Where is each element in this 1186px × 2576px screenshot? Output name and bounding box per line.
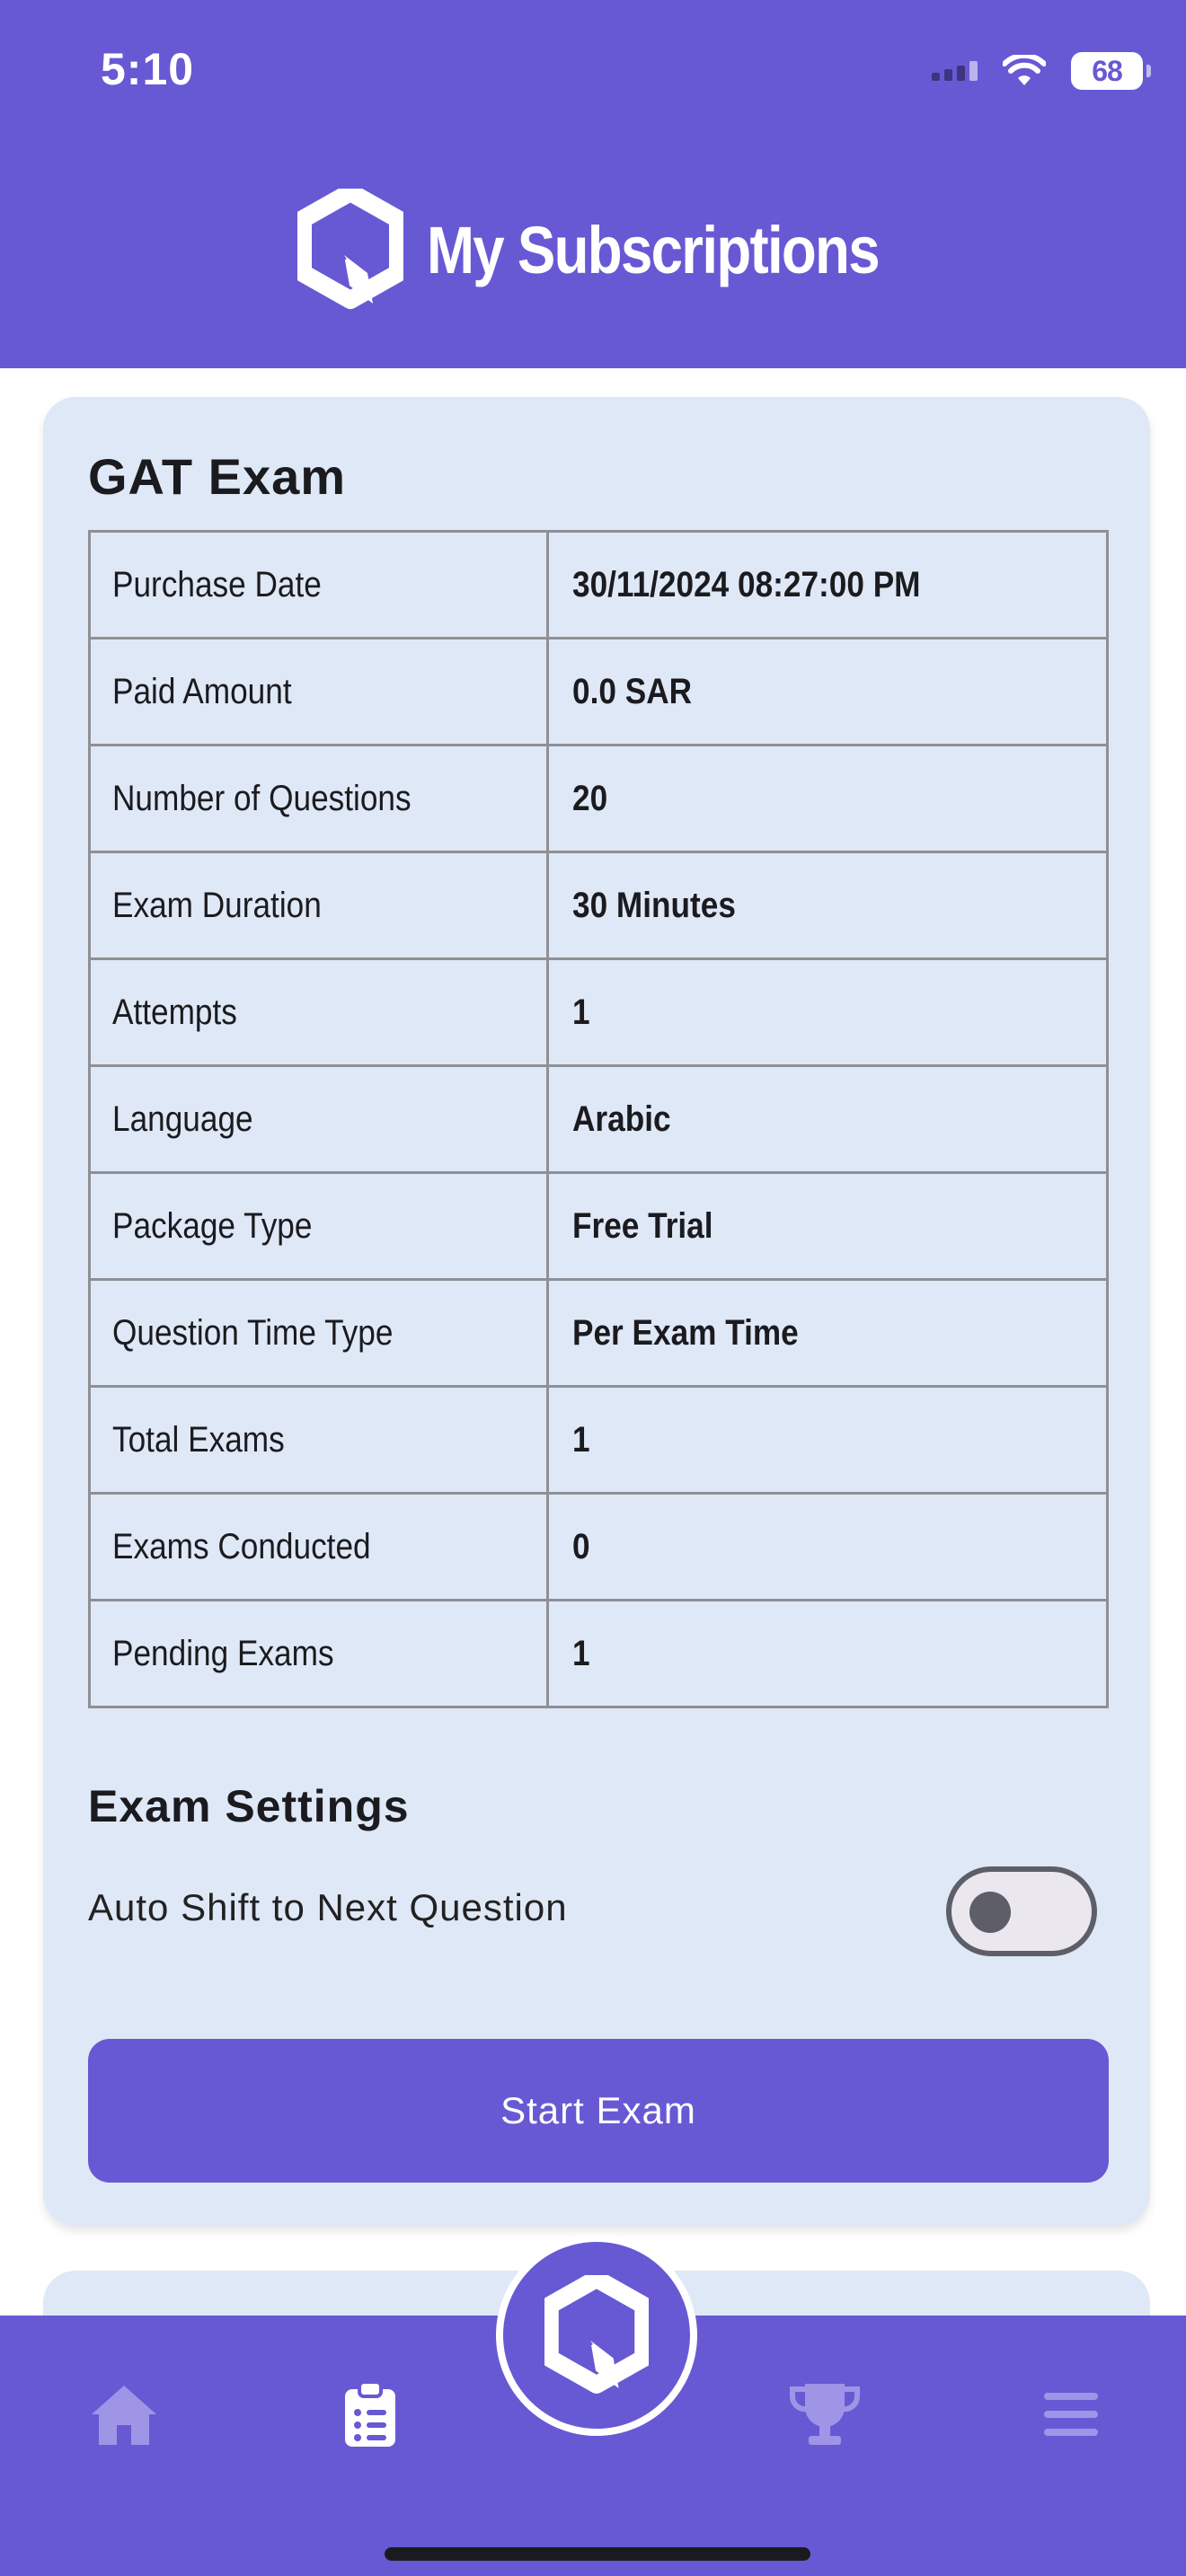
row-label-cell bbox=[90, 1280, 548, 1387]
row-label-cell bbox=[90, 1066, 548, 1173]
table-row bbox=[90, 1173, 1108, 1280]
table-row bbox=[90, 1387, 1108, 1494]
home-icon bbox=[88, 2382, 160, 2447]
subscription-details-table bbox=[88, 530, 1109, 1708]
row-label-cell bbox=[90, 852, 548, 959]
toggle-knob bbox=[969, 1892, 1011, 1933]
app-header bbox=[0, 0, 1186, 368]
row-label: Exam Duration bbox=[112, 885, 322, 925]
menu-icon bbox=[1042, 2389, 1100, 2439]
status-icons bbox=[932, 50, 1143, 92]
row-value: 0.0 SAR bbox=[572, 671, 693, 711]
tab-subscriptions[interactable] bbox=[325, 2369, 415, 2459]
row-value-cell bbox=[548, 1494, 1108, 1601]
table-row bbox=[90, 1494, 1108, 1601]
row-label: Paid Amount bbox=[112, 671, 292, 711]
row-value: Arabic bbox=[572, 1098, 671, 1139]
row-label-cell bbox=[90, 1601, 548, 1707]
table-row bbox=[90, 959, 1108, 1066]
header-title-group bbox=[0, 189, 1186, 311]
row-label-cell bbox=[90, 1387, 548, 1494]
home-indicator bbox=[385, 2547, 810, 2561]
table-row bbox=[90, 639, 1108, 745]
row-value: 1 bbox=[572, 1419, 590, 1460]
row-label: Total Exams bbox=[112, 1419, 285, 1460]
row-label-cell bbox=[90, 1494, 548, 1601]
row-label-cell bbox=[90, 745, 548, 852]
trophy-icon bbox=[787, 2380, 863, 2448]
battery-level: 68 bbox=[1092, 54, 1122, 87]
row-value: 20 bbox=[572, 778, 608, 818]
row-value-cell bbox=[548, 1173, 1108, 1280]
quiz-q-logo-icon bbox=[544, 2275, 649, 2395]
row-label: Package Type bbox=[112, 1205, 313, 1246]
table-row bbox=[90, 532, 1108, 639]
row-value-cell bbox=[548, 1280, 1108, 1387]
row-value: Free Trial bbox=[572, 1205, 713, 1246]
row-label-cell bbox=[90, 959, 548, 1066]
table-row bbox=[90, 745, 1108, 852]
row-value-cell bbox=[548, 745, 1108, 852]
auto-shift-toggle[interactable] bbox=[946, 1866, 1097, 1956]
status-time: 5:10 bbox=[101, 44, 195, 94]
row-value: Per Exam Time bbox=[572, 1312, 799, 1353]
row-label: Exams Conducted bbox=[112, 1526, 371, 1566]
subscription-card bbox=[43, 397, 1150, 2226]
start-exam-button[interactable]: Start Exam bbox=[88, 2039, 1109, 2183]
row-value-cell bbox=[548, 639, 1108, 745]
table-row bbox=[90, 1066, 1108, 1173]
row-label: Purchase Date bbox=[112, 564, 322, 604]
table-row bbox=[90, 852, 1108, 959]
wifi-icon bbox=[1003, 55, 1046, 87]
tab-center-quiz[interactable] bbox=[496, 2235, 697, 2436]
tab-menu[interactable] bbox=[1026, 2369, 1116, 2459]
tab-home[interactable] bbox=[79, 2369, 169, 2459]
quiz-q-logo-icon bbox=[297, 189, 403, 311]
row-label: Pending Exams bbox=[112, 1633, 334, 1673]
row-value-cell bbox=[548, 1387, 1108, 1494]
row-label: Language bbox=[112, 1098, 253, 1139]
cellular-signal-icon bbox=[932, 61, 978, 81]
table-row bbox=[90, 1280, 1108, 1387]
row-value: 1 bbox=[572, 992, 590, 1032]
row-label: Question Time Type bbox=[112, 1312, 394, 1353]
row-value: 1 bbox=[572, 1633, 590, 1673]
tab-leaderboard[interactable] bbox=[780, 2369, 870, 2459]
exam-settings-heading: Exam Settings bbox=[88, 1781, 410, 1831]
row-value: 30 Minutes bbox=[572, 885, 736, 925]
row-label: Attempts bbox=[112, 992, 237, 1032]
battery-icon bbox=[1071, 52, 1143, 90]
exam-title: GAT Exam bbox=[88, 448, 347, 505]
row-label-cell bbox=[90, 639, 548, 745]
row-value: 30/11/2024 08:27:00 PM bbox=[572, 564, 921, 604]
clipboard-list-icon bbox=[343, 2380, 397, 2448]
row-label: Number of Questions bbox=[112, 778, 412, 818]
row-value-cell bbox=[548, 1601, 1108, 1707]
row-value-cell bbox=[548, 959, 1108, 1066]
row-value-cell bbox=[548, 1066, 1108, 1173]
row-value-cell bbox=[548, 532, 1108, 639]
table-row bbox=[90, 1601, 1108, 1707]
auto-shift-label: Auto Shift to Next Question bbox=[88, 1886, 568, 1928]
page-title: My Subscriptions bbox=[426, 212, 879, 287]
row-label-cell bbox=[90, 1173, 548, 1280]
row-label-cell bbox=[90, 532, 548, 639]
row-value-cell bbox=[548, 852, 1108, 959]
row-value: 0 bbox=[572, 1526, 590, 1566]
